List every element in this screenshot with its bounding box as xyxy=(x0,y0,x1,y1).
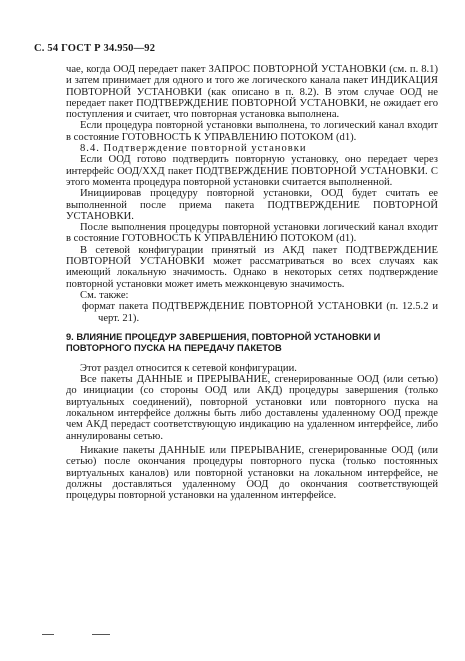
paragraph: Инициировав процедуру повторной установки, ООД будет считать ее выполненной после приема пакета ПОДТВЕРЖДЕНИЕ ПОВТОРНОЙ УСТАНОВКИ. xyxy=(66,188,438,222)
paragraph: Никакие пакеты ДАННЫЕ или ПРЕРЫВАНИЕ, сгенерированные ООД (или сетью) после окончания процедуры повторного пуска (только постоянных виртуальных каналов) или повторной установки на локальном интерфейсе, не должны доставляться удаленному ООД до окончания соответствующей процедуры повторной установки на удаленном интерфейсе. xyxy=(66,444,438,502)
paragraph: чае, когда ООД передает пакет ЗАПРОС ПОВТОРНОЙ УСТАНОВКИ (см. п. 8.1) и затем принимает для одного и того же логического канала пакет ИНДИКАЦИЯ ПОВТОРНОЙ УСТАНОВКИ (как описано в п. 8.2). В этом случае ООД не передает пакет ПОДТВЕРЖДЕНИЕ ПОВТОРНОЙ УСТАНОВКИ, не ожидает его поступления и считает, что повторная установка выполнена. xyxy=(66,64,438,121)
paragraph: В сетевой конфигурации принятый из АКД пакет ПОДТВЕРЖДЕНИЕ ПОВТОРНОЙ УСТАНОВКИ может рассматриваться во всех случаях как имеющий локальную значимость. Однако в некоторых сетях подтверждение повторной установки может иметь межконцевую значимость. xyxy=(66,244,438,290)
section-heading: 9. ВЛИЯНИЕ ПРОЦЕДУР ЗАВЕРШЕНИЯ, ПОВТОРНОЙ УСТАНОВКИ И ПОВТОРНОГО ПУСКА НА ПЕРЕДАЧУ ПАКЕТОВ xyxy=(66,331,381,354)
page-header: С. 54 ГОСТ Р 34.950—92 xyxy=(34,43,156,54)
scan-mark xyxy=(42,634,54,635)
scan-mark xyxy=(92,634,110,635)
paragraph: Если процедура повторной установки выполнена, то логический канал входит в состояние ГОТОВНОСТЬ К УПРАВЛЕНИЮ ПОТОКОМ (d1). xyxy=(66,120,438,143)
see-also-label: См. также: xyxy=(80,289,129,301)
document-body xyxy=(66,64,438,501)
subsection-heading: 8.4. Подтверждение повторной установки xyxy=(80,143,307,155)
paragraph: Если ООД готово подтвердить повторную установку, оно передает через интерфейс ООД/ХХД пакет ПОДТВЕРЖДЕНИЕ ПОВТОРНОЙ УСТАНОВКИ. С этого момента процедура повторной установки считается выполненной. xyxy=(66,154,438,188)
paragraph: Этот раздел относится к сетевой конфигурации. xyxy=(80,362,297,374)
paragraph: После выполнения процедуры повторной установки логический канал входит в состояние ГОТОВНОСТЬ К УПРАВЛЕНИЮ ПОТОКОМ (d1). xyxy=(66,222,438,245)
paragraph: Все пакеты ДАННЫЕ и ПРЕРЫВАНИЕ, сгенерированные ООД (или сетью) до инициации (со стороны ООД или АКД) процедуры завершения (только виртуальных соединений), повторной установки или повторного пуска на локальном интерфейсе должны быть либо доставлены удаленному ООД прежде чем АКД передаст соответствующую индикацию на удаленном интерфейсе, либо аннулированы сетью. xyxy=(66,374,438,442)
see-also-reference: формат пакета ПОДТВЕРЖДЕНИЕ ПОВТОРНОЙ УСТАНОВКИ (п. 12.5.2 и черт. 21). xyxy=(82,301,438,324)
